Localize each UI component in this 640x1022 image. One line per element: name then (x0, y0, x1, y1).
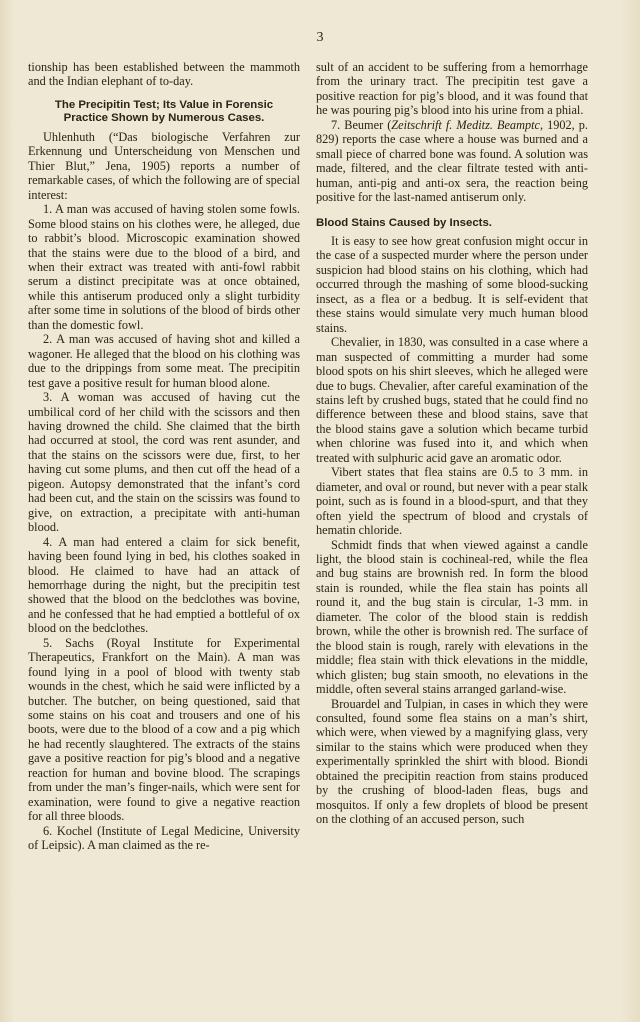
right-column (316, 60, 588, 827)
paragraph: Uhlenhuth (“Das biologische Verfahren zur Erkennung und Unterscheidung von Menschen und Thier Blut,” Jena, 1905) reports a number of remarkable cases, of which the following are of special interest: (28, 129, 300, 202)
page-number: 3 (316, 30, 324, 45)
paragraph-case-7 (316, 118, 588, 205)
section-heading-insect-stains: Blood Stains Caused by Insects. (316, 216, 492, 229)
paragraph-case-6: 6. Kochel (Institute of Legal Medicine, University of Leipsic). A man claimed as the re- (28, 823, 300, 853)
section-heading-precipitin-test: The Precipitin Test; Its Value in Forensic Practice Shown by Numerous Cases. (54, 98, 274, 125)
journal-title: Zeitschrift f. Meditz. Beamptc (391, 117, 540, 132)
paragraph-case-3: 3. A woman was accused of having cut the umbilical cord of her child with the scissors and then having drowned the child. She claimed that the birth had occurred at stool, the cord was rent asunder, and that the stains on the scissors were due, first, to her having cut some plums, and then cut off the head of a pigeon. Autopsy demonstrated that the infant’s cord had been cut, and the stain on the scissirs was found to give, on extraction, a precipitate with anti-human blood. (28, 390, 300, 535)
paragraph: It is easy to see how great confusion might occur in the case of a suspected murder where the person under suspicion had blood stains on his clothing, which had occurred through the mashing of some blood-sucking insect, as a flea or a bedbug. It is self-evident that these stains would simulate very much human blood stains. (316, 234, 588, 335)
left-column (28, 60, 300, 853)
case-7-body: , 1902, p. 829) reports the case where a house was burned and a small piece of charred bone was found. A solution was made, filtered, and the clear filtrate tested with anti-human, anti-pig and anti-ox sera, the reaction being positive for the last-named antiserum only. (316, 117, 588, 205)
paragraph: tionship has been established between the mammoth and the Indian elephant of to-day. (28, 60, 300, 89)
paragraph-vibert: Vibert states that flea stains are 0.5 to 3 mm. in diameter, and oval or round, but never with a pear stalk point, such as is found in a blood-spurt, and that they often yield the spectrum of blood and crystals of hematin chloride. (316, 465, 588, 538)
paragraph-case-1: 1. A man was accused of having stolen some fowls. Some blood stains on his clothes were, he alleged, due to rabbit’s blood. Microscopic examination showed that the stains were due to the blood of a bird, and when their extract was treated with anti-fowl rabbit serum a distinct precipitate was at once obtained, while this antiserum produced only a slight turbidity after some time in solutions of the blood of birds other than the domestic fowl. (28, 202, 300, 332)
case-7-lead: 7. Beumer ( (331, 117, 392, 132)
paragraph-case-4: 4. A man had entered a claim for sick benefit, having been found lying in bed, his clothes soaked in blood. He claimed to have had an attack of hemorrhage during the night, but the precipitin test showed that the blood on the bedclothes was bovine, and he confessed that he had emptied a bottleful of ox blood on the bedclothes. (28, 534, 300, 636)
paragraph-case-5: 5. Sachs (Royal Institute for Experimental Therapeutics, Frankfort on the Main). A man was found lying in a pool of blood with twenty stab wounds in the chest, which he said were inflicted by a butcher. The butcher, on being questioned, said that some stains on his coat and trousers and one of his boots, were due to the blood of a cow and a pig which he had recently slaughtered. The extracts of the stains gave a positive reaction for pig’s blood and a negative reaction for human and bovine blood. The scrapings from under the man’s finger-nails, which were sent for examination, were found to give a negative reaction for all three bloods. (28, 635, 300, 824)
paragraph-brouardel: Brouardel and Tulpian, in cases in which they were consulted, found some flea stains on a man’s shirt, which were, when viewed by a magnifying glass, very similar to the stains which were produced when they experimentally sprinkled the shirt with blood. Biondi obtained the precipitin reaction from stains produced by the crushing of blood-laden fleas, bugs and mosquitos. If only a few droplets of blood be present on the clothing of an accused person, such (316, 696, 588, 827)
paragraph: sult of an accident to be suffering from a hemorrhage from the urinary tract. The precipitin test gave a positive reaction for pig’s blood, and it was found that he was pouring pig’s blood into his urine from a phial. (316, 60, 588, 118)
paragraph-chevalier: Chevalier, in 1830, was consulted in a case where a man suspected of committing a murder had some blood spots on his shirt sleeves, which he alleged were due to bugs. Chevalier, after careful examination of the stains left by crushed bugs, stated that he could find no difference between these and blood stains, save that the blood stains gave a solution which became turbid when chlorine was fused into it, and which when treated with sulphuric acid gave an aromatic odor. (316, 335, 588, 465)
paragraph-case-2: 2. A man was accused of having shot and killed a wagoner. He alleged that the blood on his clothing was due to the drippings from some meat. The precipitin test gave a positive result for human blood alone. (28, 332, 300, 390)
paragraph-schmidt: Schmidt finds that when viewed against a candle light, the blood stain is cochineal-red, while the flea and bug stains are brownish red. In form the blood stain is rounded, while the flea stain has points all round it, and the bug stain is circular, 1-3 mm. in diameter. The color of the blood stain is reddish brown, while the other is brownish red. The surface of the blood stain is rough, rarely with elevations in the middle; flea stain with thick elevations in the middle, which glisten; bug stain smooth, no elevations in the middle, often several stains arranged garland-wise. (316, 537, 588, 697)
